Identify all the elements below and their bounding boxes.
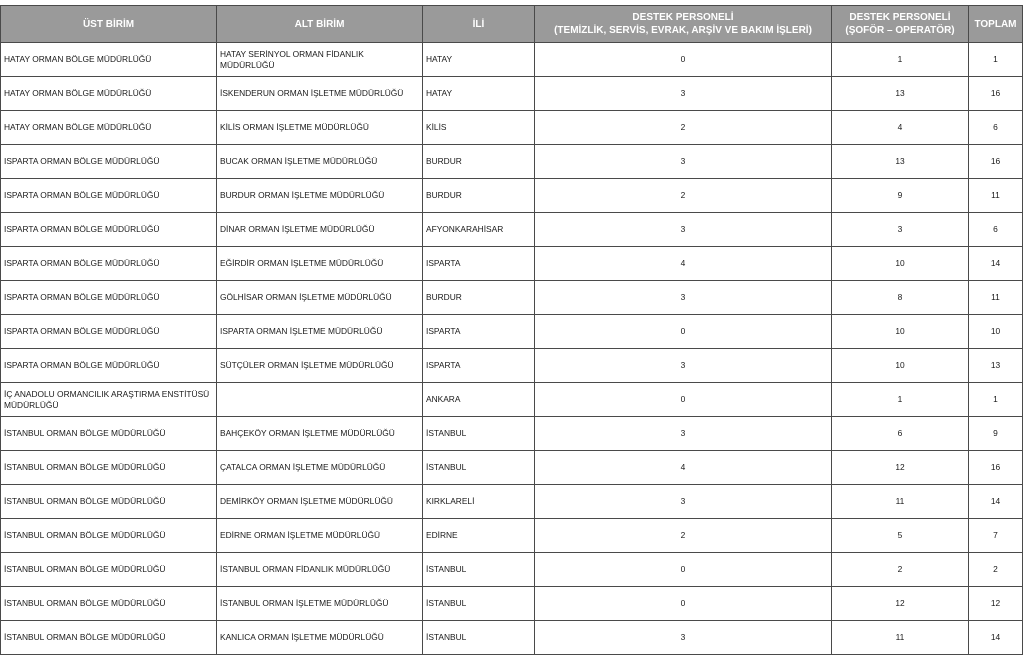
cell-alt-birim: KİLİS ORMAN İŞLETME MÜDÜRLÜĞÜ — [217, 111, 423, 145]
header-destek-personeli-temizlik — [535, 6, 832, 43]
cell-alt-birim — [217, 383, 423, 417]
cell-ili: İSTANBUL — [423, 553, 535, 587]
cell-ili: İSTANBUL — [423, 621, 535, 655]
cell-destek-temizlik: 0 — [535, 587, 832, 621]
table-row — [1, 417, 1023, 451]
cell-ust-birim: ISPARTA ORMAN BÖLGE MÜDÜRLÜĞÜ — [1, 315, 217, 349]
cell-toplam: 13 — [969, 349, 1023, 383]
personnel-table — [0, 5, 1023, 655]
cell-destek-sofor: 9 — [832, 179, 969, 213]
cell-toplam: 14 — [969, 621, 1023, 655]
cell-destek-temizlik: 0 — [535, 315, 832, 349]
cell-alt-birim: DİNAR ORMAN İŞLETME MÜDÜRLÜĞÜ — [217, 213, 423, 247]
cell-toplam: 7 — [969, 519, 1023, 553]
cell-destek-temizlik: 4 — [535, 247, 832, 281]
cell-destek-sofor: 10 — [832, 349, 969, 383]
table-row — [1, 315, 1023, 349]
cell-toplam: 2 — [969, 553, 1023, 587]
table-row — [1, 451, 1023, 485]
cell-destek-sofor: 6 — [832, 417, 969, 451]
cell-ili: BURDUR — [423, 179, 535, 213]
cell-alt-birim: SÜTÇÜLER ORMAN İŞLETME MÜDÜRLÜĞÜ — [217, 349, 423, 383]
cell-destek-temizlik: 3 — [535, 621, 832, 655]
cell-ust-birim: ISPARTA ORMAN BÖLGE MÜDÜRLÜĞÜ — [1, 213, 217, 247]
cell-ust-birim: İÇ ANADOLU ORMANCILIK ARAŞTIRMA ENSTİTÜSÜ MÜDÜRLÜĞÜ — [1, 383, 217, 417]
table-row — [1, 77, 1023, 111]
cell-ust-birim: HATAY ORMAN BÖLGE MÜDÜRLÜĞÜ — [1, 77, 217, 111]
cell-destek-temizlik: 2 — [535, 179, 832, 213]
cell-ili: KIRKLARELİ — [423, 485, 535, 519]
cell-ust-birim: ISPARTA ORMAN BÖLGE MÜDÜRLÜĞÜ — [1, 179, 217, 213]
cell-ili: ANKARA — [423, 383, 535, 417]
cell-ili: BURDUR — [423, 281, 535, 315]
cell-ust-birim: HATAY ORMAN BÖLGE MÜDÜRLÜĞÜ — [1, 111, 217, 145]
cell-destek-temizlik: 2 — [535, 111, 832, 145]
cell-destek-temizlik: 3 — [535, 349, 832, 383]
cell-destek-temizlik: 4 — [535, 451, 832, 485]
cell-ust-birim: İSTANBUL ORMAN BÖLGE MÜDÜRLÜĞÜ — [1, 417, 217, 451]
table-row — [1, 485, 1023, 519]
cell-destek-sofor: 4 — [832, 111, 969, 145]
header-alt-birim: ALT BİRİM — [217, 6, 423, 43]
cell-destek-temizlik: 3 — [535, 281, 832, 315]
cell-alt-birim: DEMİRKÖY ORMAN İŞLETME MÜDÜRLÜĞÜ — [217, 485, 423, 519]
cell-toplam: 6 — [969, 111, 1023, 145]
header-destek-personeli-sofor — [832, 6, 969, 43]
cell-destek-temizlik: 3 — [535, 77, 832, 111]
cell-destek-temizlik: 2 — [535, 519, 832, 553]
cell-ust-birim: İSTANBUL ORMAN BÖLGE MÜDÜRLÜĞÜ — [1, 519, 217, 553]
table-row — [1, 111, 1023, 145]
cell-ili: İSTANBUL — [423, 417, 535, 451]
header-ili: İLİ — [423, 6, 535, 43]
cell-destek-sofor: 12 — [832, 587, 969, 621]
cell-toplam: 10 — [969, 315, 1023, 349]
cell-alt-birim: BUCAK ORMAN İŞLETME MÜDÜRLÜĞÜ — [217, 145, 423, 179]
cell-alt-birim: GÖLHİSAR ORMAN İŞLETME MÜDÜRLÜĞÜ — [217, 281, 423, 315]
cell-destek-sofor: 1 — [832, 383, 969, 417]
cell-destek-sofor: 12 — [832, 451, 969, 485]
cell-alt-birim: EDİRNE ORMAN İŞLETME MÜDÜRLÜĞÜ — [217, 519, 423, 553]
cell-ust-birim: HATAY ORMAN BÖLGE MÜDÜRLÜĞÜ — [1, 43, 217, 77]
cell-toplam: 16 — [969, 451, 1023, 485]
cell-ust-birim: ISPARTA ORMAN BÖLGE MÜDÜRLÜĞÜ — [1, 145, 217, 179]
cell-toplam: 6 — [969, 213, 1023, 247]
cell-ili: HATAY — [423, 43, 535, 77]
cell-destek-sofor: 11 — [832, 485, 969, 519]
cell-toplam: 11 — [969, 179, 1023, 213]
table-header — [1, 6, 1023, 43]
cell-ili: İSTANBUL — [423, 451, 535, 485]
table-row — [1, 553, 1023, 587]
cell-ust-birim: İSTANBUL ORMAN BÖLGE MÜDÜRLÜĞÜ — [1, 621, 217, 655]
cell-ust-birim: ISPARTA ORMAN BÖLGE MÜDÜRLÜĞÜ — [1, 247, 217, 281]
cell-destek-sofor: 8 — [832, 281, 969, 315]
cell-ust-birim: ISPARTA ORMAN BÖLGE MÜDÜRLÜĞÜ — [1, 349, 217, 383]
table-row — [1, 349, 1023, 383]
cell-ili: AFYONKARAHİSAR — [423, 213, 535, 247]
table-row — [1, 247, 1023, 281]
cell-toplam: 12 — [969, 587, 1023, 621]
header-ust-birim: ÜST BİRİM — [1, 6, 217, 43]
table-row — [1, 621, 1023, 655]
table-row — [1, 383, 1023, 417]
cell-ust-birim: ISPARTA ORMAN BÖLGE MÜDÜRLÜĞÜ — [1, 281, 217, 315]
header-destek1-line2: (TEMİZLİK, SERVİS, EVRAK, ARŞİV VE BAKIM İŞLERİ) — [554, 25, 812, 36]
cell-ust-birim: İSTANBUL ORMAN BÖLGE MÜDÜRLÜĞÜ — [1, 451, 217, 485]
header-row — [1, 6, 1023, 43]
cell-ust-birim: İSTANBUL ORMAN BÖLGE MÜDÜRLÜĞÜ — [1, 553, 217, 587]
cell-alt-birim: İSTANBUL ORMAN İŞLETME MÜDÜRLÜĞÜ — [217, 587, 423, 621]
cell-toplam: 1 — [969, 43, 1023, 77]
cell-alt-birim: ÇATALCA ORMAN İŞLETME MÜDÜRLÜĞÜ — [217, 451, 423, 485]
cell-alt-birim: BURDUR ORMAN İŞLETME MÜDÜRLÜĞÜ — [217, 179, 423, 213]
cell-alt-birim: KANLICA ORMAN İŞLETME MÜDÜRLÜĞÜ — [217, 621, 423, 655]
cell-ili: HATAY — [423, 77, 535, 111]
cell-destek-temizlik: 3 — [535, 213, 832, 247]
cell-destek-temizlik: 0 — [535, 383, 832, 417]
cell-destek-temizlik: 3 — [535, 485, 832, 519]
cell-alt-birim: EĞİRDİR ORMAN İŞLETME MÜDÜRLÜĞÜ — [217, 247, 423, 281]
table-row — [1, 281, 1023, 315]
cell-toplam: 1 — [969, 383, 1023, 417]
cell-toplam: 16 — [969, 145, 1023, 179]
cell-destek-sofor: 10 — [832, 315, 969, 349]
cell-ili: ISPARTA — [423, 247, 535, 281]
header-destek2-line2: (ŞOFÖR – OPERATÖR) — [845, 25, 955, 36]
cell-toplam: 11 — [969, 281, 1023, 315]
cell-ust-birim: İSTANBUL ORMAN BÖLGE MÜDÜRLÜĞÜ — [1, 587, 217, 621]
cell-destek-temizlik: 0 — [535, 553, 832, 587]
cell-destek-sofor: 5 — [832, 519, 969, 553]
cell-alt-birim: BAHÇEKÖY ORMAN İŞLETME MÜDÜRLÜĞÜ — [217, 417, 423, 451]
cell-toplam: 14 — [969, 247, 1023, 281]
cell-toplam: 16 — [969, 77, 1023, 111]
cell-destek-sofor: 10 — [832, 247, 969, 281]
header-toplam: TOPLAM — [969, 6, 1023, 43]
cell-alt-birim: ISPARTA ORMAN İŞLETME MÜDÜRLÜĞÜ — [217, 315, 423, 349]
cell-destek-temizlik: 0 — [535, 43, 832, 77]
table-row — [1, 587, 1023, 621]
table-body — [1, 43, 1023, 655]
cell-ili: EDİRNE — [423, 519, 535, 553]
cell-ust-birim: İSTANBUL ORMAN BÖLGE MÜDÜRLÜĞÜ — [1, 485, 217, 519]
table-row — [1, 179, 1023, 213]
table-row — [1, 213, 1023, 247]
cell-ili: ISPARTA — [423, 349, 535, 383]
table-row — [1, 145, 1023, 179]
table-row — [1, 43, 1023, 77]
cell-destek-sofor: 13 — [832, 77, 969, 111]
cell-ili: BURDUR — [423, 145, 535, 179]
cell-destek-sofor: 2 — [832, 553, 969, 587]
cell-destek-sofor: 11 — [832, 621, 969, 655]
table-row — [1, 519, 1023, 553]
cell-ili: ISPARTA — [423, 315, 535, 349]
cell-destek-sofor: 13 — [832, 145, 969, 179]
cell-alt-birim: İSTANBUL ORMAN FİDANLIK MÜDÜRLÜĞÜ — [217, 553, 423, 587]
cell-toplam: 14 — [969, 485, 1023, 519]
cell-alt-birim: İSKENDERUN ORMAN İŞLETME MÜDÜRLÜĞÜ — [217, 77, 423, 111]
header-destek2-line1: DESTEK PERSONELİ — [849, 12, 951, 23]
cell-destek-temizlik: 3 — [535, 145, 832, 179]
cell-ili: KİLİS — [423, 111, 535, 145]
cell-destek-sofor: 1 — [832, 43, 969, 77]
header-destek1-line1: DESTEK PERSONELİ — [632, 12, 734, 23]
cell-destek-sofor: 3 — [832, 213, 969, 247]
cell-toplam: 9 — [969, 417, 1023, 451]
cell-ili: İSTANBUL — [423, 587, 535, 621]
cell-destek-temizlik: 3 — [535, 417, 832, 451]
cell-alt-birim: HATAY SERİNYOL ORMAN FİDANLIK MÜDÜRLÜĞÜ — [217, 43, 423, 77]
